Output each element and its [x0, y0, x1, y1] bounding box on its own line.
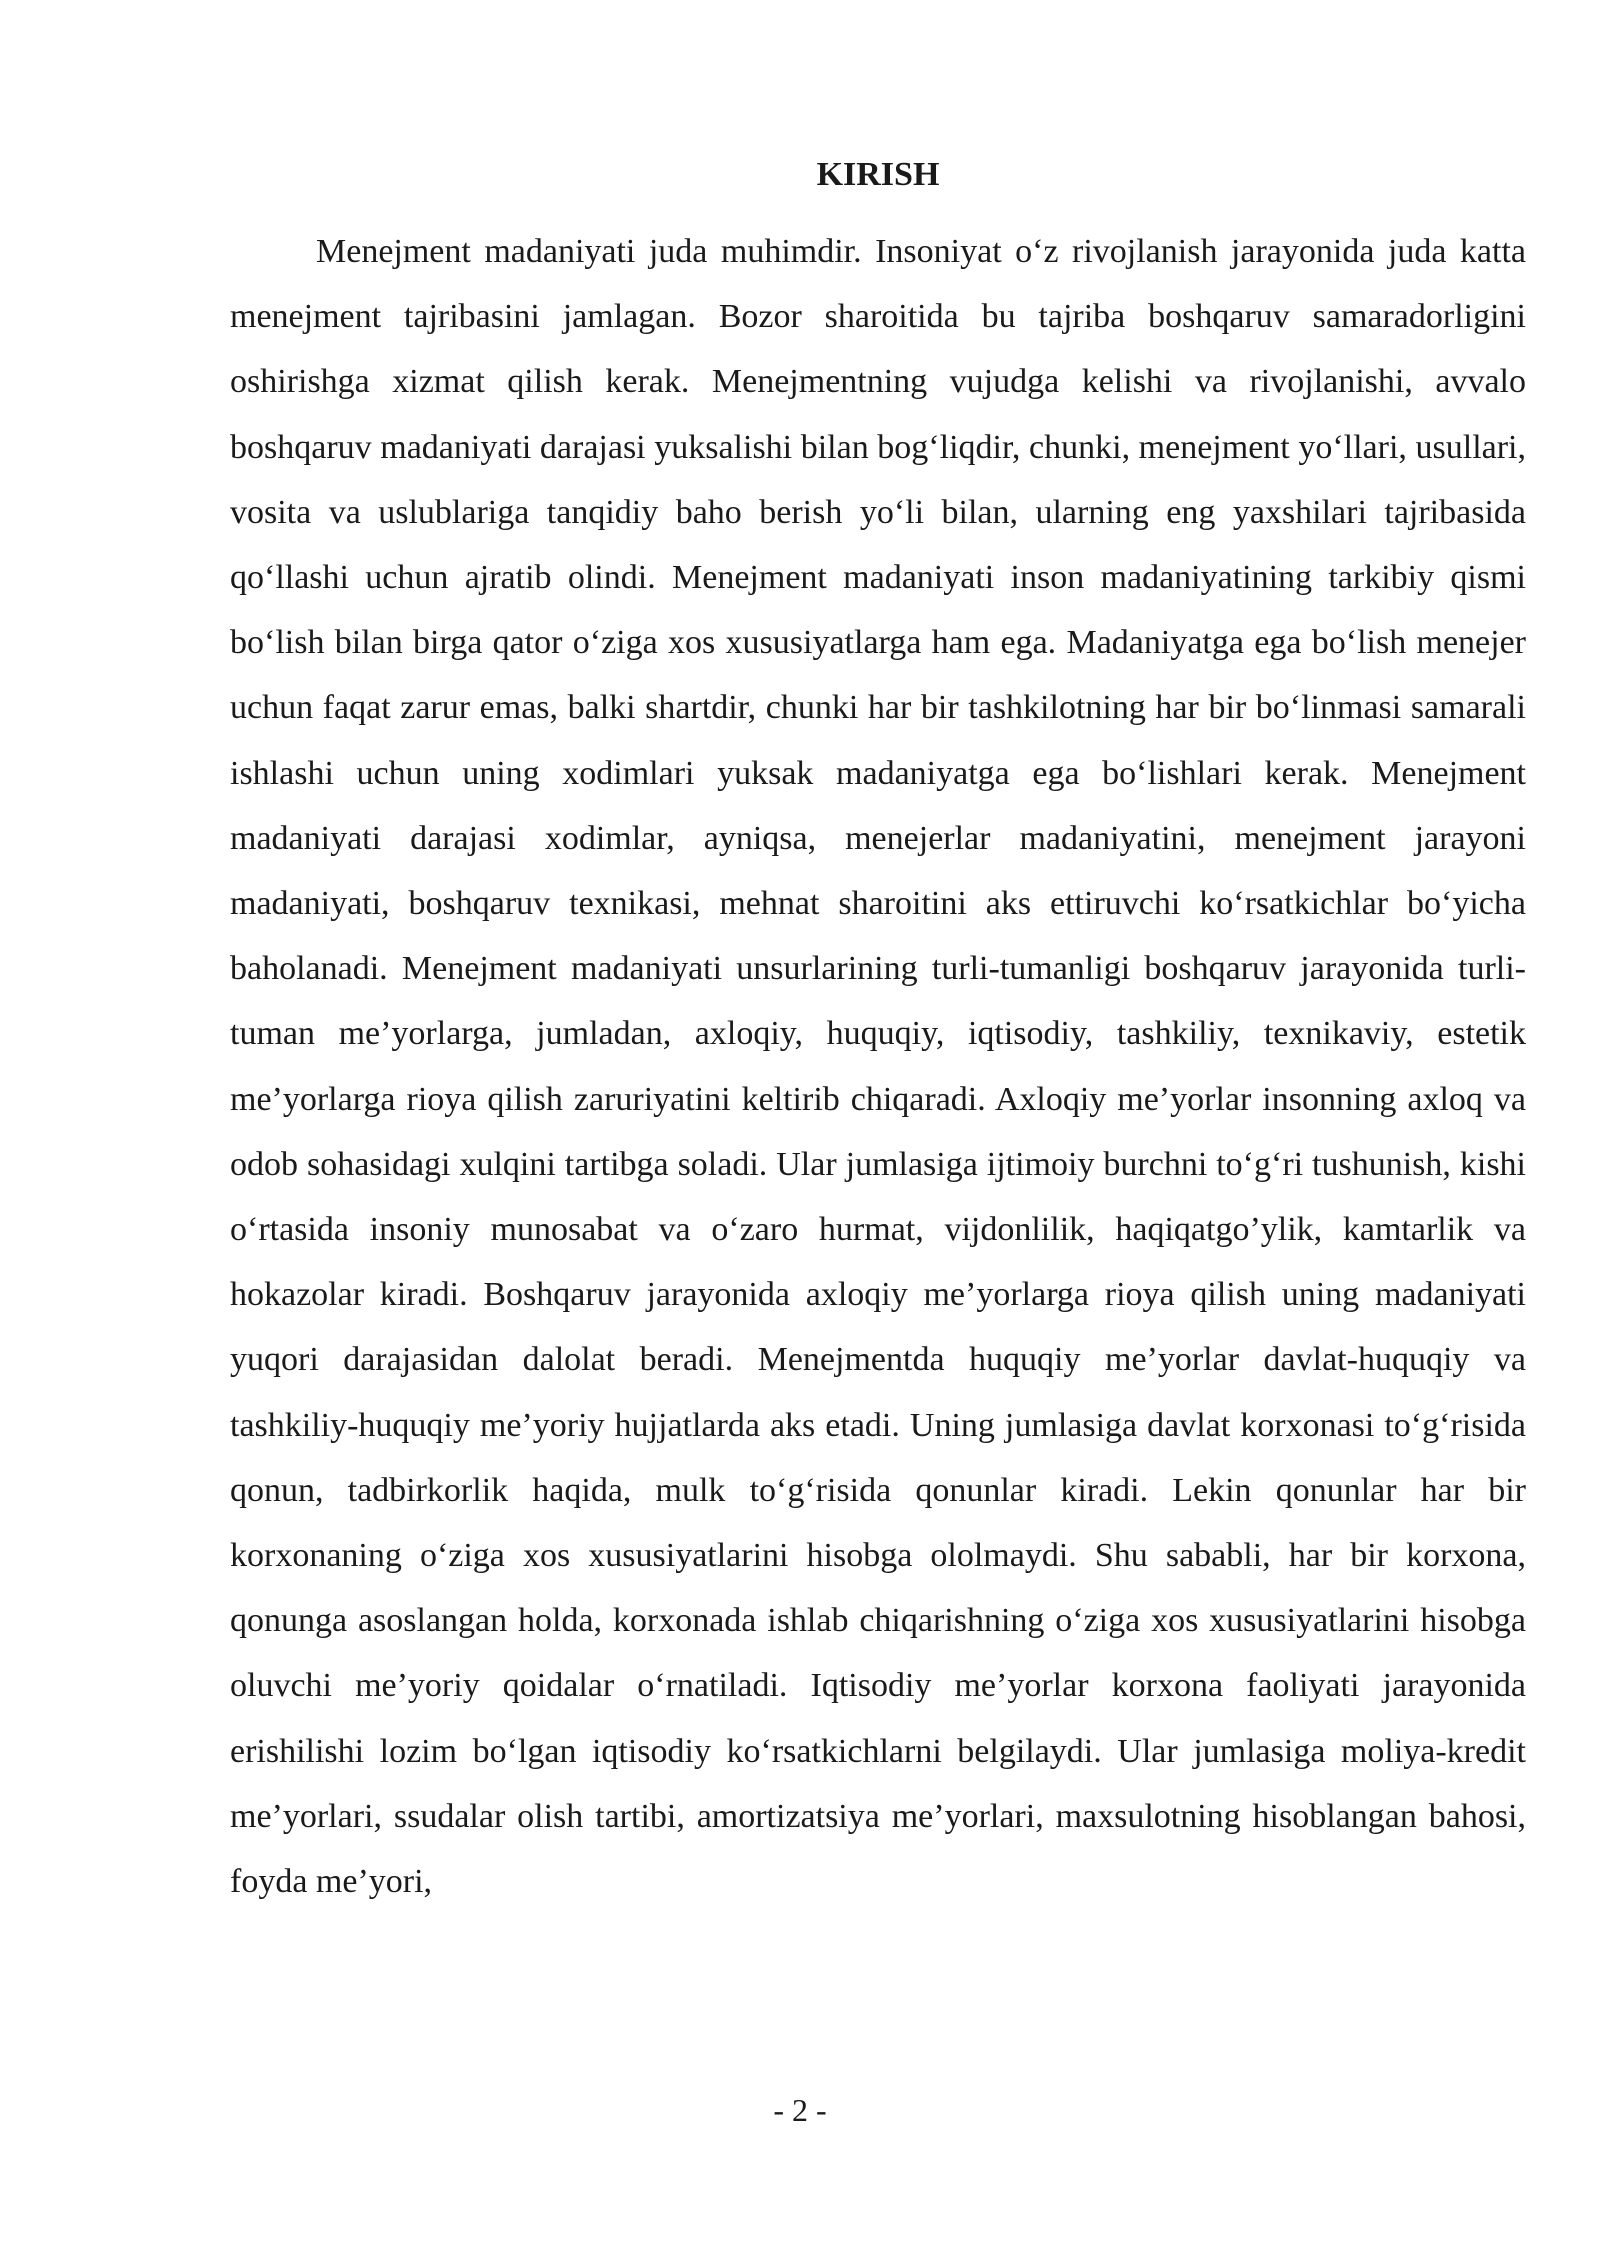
page-number: - 2 - [773, 2092, 827, 2128]
page-title: KIRISH [816, 156, 940, 193]
body-paragraph: Menejment madaniyati juda muhimdir. Insoniyat o‘z rivojlanish jarayonida juda katta menejment tajribasini jamlagan. Bozor sharoitida bu tajriba boshqaruv samaradorligini oshirishga xizmat qilish kerak. Menejmentning vujudga kelishi va rivojlanishi, avvalo boshqaruv madaniyati darajasi yuksalishi bilan bog‘liqdir, chunki, menejment yo‘llari, usullari, vosita va uslublariga tanqidiy baho berish yo‘li bilan, ularning eng yaxshilari tajribasida qo‘llashi uchun ajratib olindi. Menejment madaniyati inson madaniyatining tarkibiy qismi bo‘lish bilan birga qator o‘ziga xos xususiyatlarga ham ega. Madaniyatga ega bo‘lish menejer uchun faqat zarur emas, balki shartdir, chunki har bir tashkilotning har bir bo‘linmasi samarali ishlashi uchun uning xodimlari yuksak madaniyatga ega bo‘lishlari kerak. Menejment madaniyati darajasi xodimlar, ayniqsa, menejerlar madaniyatini, menejment jarayoni madaniyati, boshqaruv texnikasi, mehnat sharoitini aks ettiruvchi ko‘rsatkichlar bo‘yicha baholanadi. Menejment madaniyati unsurlarining turli-tumanligi boshqaruv jarayonida turli-tuman me’yorlarga, jumladan, axloqiy, huquqiy, iqtisodiy, tashkiliy, texnikaviy, estetik me’yorlarga rioya qilish zaruriyatini keltirib chiqaradi. Axloqiy me’yorlar insonning axloq va odob sohasidagi xulqini tartibga soladi. Ular jumlasiga ijtimoiy burchni to‘g‘ri tushunish, kishi o‘rtasida insoniy munosabat va o‘zaro hurmat, vijdonlilik, haqiqatgo’ylik, kamtarlik va hokazolar kiradi. Boshqaruv jarayonida axloqiy me’yorlarga rioya qilish uning madaniyati yuqori darajasidan dalolat beradi. Menejmentda huquqiy me’yorlar davlat-huquqiy va tashkiliy-huquqiy me’yoriy hujjatlarda aks etadi. Uning jumlasiga davlat korxonasi to‘g‘risida qonun, tadbirkorlik haqida, mulk to‘g‘risida qonunlar kiradi. Lekin qonunlar har bir korxonaning o‘ziga xos xususiyatlarini hisobga ololmaydi. Shu sababli, har bir korxona, qonunga asoslangan holda, korxonada ishlab chiqarishning o‘ziga xos xususiyatlarini hisobga oluvchi me’yoriy qoidalar o‘rnatiladi. Iqtisodiy me’yorlar korxona faoliyati jarayonida erishilishi lozim bo‘lgan iqtisodiy ko‘rsatkichlarni belgilaydi. Ular jumlasiga moliya-kredit me’yorlari, ssudalar olish tartibi, amortizatsiya me’yorlari, maxsulotning hisoblangan bahosi, foyda me’yori, [230, 233, 1526, 1901]
